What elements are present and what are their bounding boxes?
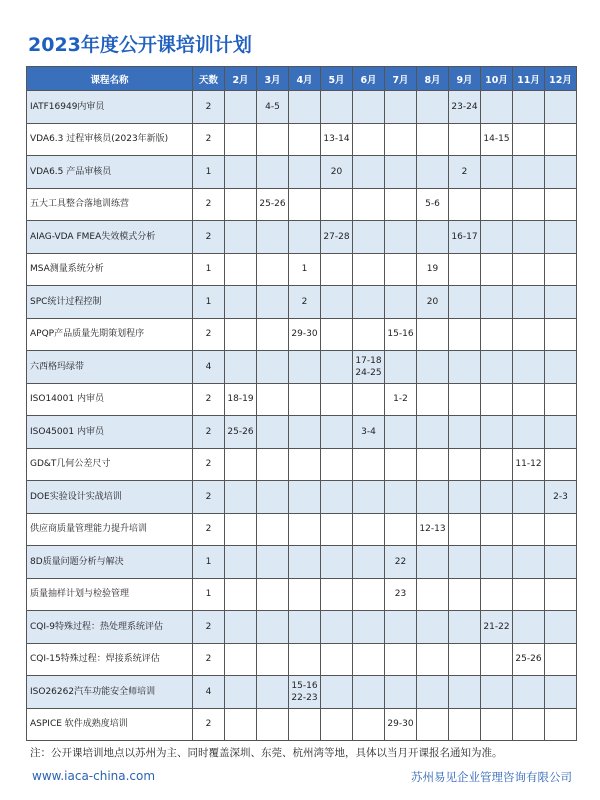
table-row: [27, 188, 577, 221]
date-cell: [545, 91, 577, 124]
date-cell: 1-2: [385, 383, 417, 416]
date-cell: [289, 221, 321, 254]
date-cell: [513, 156, 545, 189]
date-cell: [353, 156, 385, 189]
date-cell: [257, 221, 289, 254]
date-cell: [545, 708, 577, 741]
days-cell: 2: [193, 91, 225, 124]
date-cell: [385, 221, 417, 254]
date-cell: 27-28: [321, 221, 353, 254]
date-cell: [353, 708, 385, 741]
course-name-cell: GD&T几何公差尺寸: [27, 448, 193, 481]
date-cell: [321, 708, 353, 741]
date-cell: [353, 123, 385, 156]
date-cell: [321, 448, 353, 481]
table-row: [27, 546, 577, 579]
date-cell: [321, 91, 353, 124]
table-row: [27, 351, 577, 384]
table-row: [27, 416, 577, 449]
table-row: [27, 578, 577, 611]
date-cell: [257, 318, 289, 351]
date-cell: [225, 611, 257, 644]
date-cell: 2: [449, 156, 481, 189]
date-cell: [385, 643, 417, 676]
column-header-month: 9月: [449, 67, 481, 91]
date-cell: [225, 188, 257, 221]
date-cell: [481, 383, 513, 416]
date-cell: [449, 318, 481, 351]
course-name-cell: MSA测量系统分析: [27, 253, 193, 286]
course-name-cell: CQI-15特殊过程：焊接系统评估: [27, 643, 193, 676]
date-cell: 3-4: [353, 416, 385, 449]
column-header-month: 5月: [321, 67, 353, 91]
date-cell: [257, 611, 289, 644]
date-cell: [289, 643, 321, 676]
date-cell: [385, 286, 417, 319]
course-name-cell: 供应商质量管理能力提升培训: [27, 513, 193, 546]
date-cell: [385, 123, 417, 156]
date-cell: [225, 448, 257, 481]
column-header-month: 4月: [289, 67, 321, 91]
days-cell: 2: [193, 448, 225, 481]
date-cell: [545, 221, 577, 254]
date-cell: [449, 578, 481, 611]
course-name-cell: ISO45001 内审员: [27, 416, 193, 449]
date-cell: [225, 123, 257, 156]
date-cell: [545, 578, 577, 611]
table-row: [27, 221, 577, 254]
course-name-cell: 质量抽样计划与检验管理: [27, 578, 193, 611]
table-row: [27, 676, 577, 709]
date-cell: [545, 253, 577, 286]
course-name-cell: ISO14001 内审员: [27, 383, 193, 416]
days-cell: 2: [193, 416, 225, 449]
date-cell: [417, 383, 449, 416]
date-cell: [289, 383, 321, 416]
days-cell: 2: [193, 188, 225, 221]
date-cell: [225, 546, 257, 579]
date-cell: [289, 611, 321, 644]
date-cell: [353, 643, 385, 676]
date-cell: [449, 123, 481, 156]
date-cell: [481, 188, 513, 221]
date-cell: [225, 676, 257, 709]
days-cell: 1: [193, 546, 225, 579]
date-cell: [257, 676, 289, 709]
date-cell: [513, 676, 545, 709]
date-cell: [289, 351, 321, 384]
column-header-month: 6月: [353, 67, 385, 91]
date-cell: [385, 351, 417, 384]
date-cell: [417, 91, 449, 124]
column-header-course: 课程名称: [27, 67, 193, 91]
days-cell: 1: [193, 578, 225, 611]
date-cell: [513, 91, 545, 124]
date-cell: [385, 513, 417, 546]
date-cell: [353, 318, 385, 351]
date-cell: [257, 286, 289, 319]
date-cell: [449, 708, 481, 741]
table-row: [27, 481, 577, 514]
date-cell: [385, 611, 417, 644]
website-link[interactable]: www.iaca-china.com: [32, 769, 156, 783]
date-cell: [321, 481, 353, 514]
date-cell: [481, 448, 513, 481]
date-cell: [417, 676, 449, 709]
date-cell: 5-6: [417, 188, 449, 221]
date-cell: 18-19: [225, 383, 257, 416]
date-cell: 29-30: [289, 318, 321, 351]
date-cell: 11-12: [513, 448, 545, 481]
date-cell: [257, 123, 289, 156]
date-cell: [545, 351, 577, 384]
date-cell: [417, 448, 449, 481]
date-cell: [225, 351, 257, 384]
column-header-month: 11月: [513, 67, 545, 91]
date-cell: [449, 643, 481, 676]
date-cell: [545, 546, 577, 579]
date-cell: [353, 578, 385, 611]
date-cell: [417, 708, 449, 741]
date-cell: 16-17: [449, 221, 481, 254]
page-title: 2023年度公开课培训计划: [28, 34, 252, 56]
table-row: [27, 91, 577, 124]
date-cell: [257, 383, 289, 416]
date-cell: [481, 513, 513, 546]
date-cell: 1: [289, 253, 321, 286]
course-name-cell: AIAG-VDA FMEA失效模式分析: [27, 221, 193, 254]
date-cell: [513, 481, 545, 514]
date-cell: 2-3: [545, 481, 577, 514]
date-cell: 21-22: [481, 611, 513, 644]
date-cell: 25-26: [257, 188, 289, 221]
course-name-cell: 六西格玛绿带: [27, 351, 193, 384]
date-cell: [513, 123, 545, 156]
course-name-cell: CQI-9特殊过程：热处理系统评估: [27, 611, 193, 644]
date-cell: [545, 286, 577, 319]
date-cell: [385, 188, 417, 221]
date-cell: [321, 253, 353, 286]
date-cell: 12-13: [417, 513, 449, 546]
date-cell: [225, 156, 257, 189]
date-cell: [289, 416, 321, 449]
date-cell: [353, 383, 385, 416]
date-cell: [481, 91, 513, 124]
date-cell: [289, 578, 321, 611]
training-schedule-table: [26, 66, 577, 741]
date-cell: [385, 416, 417, 449]
date-cell: [289, 546, 321, 579]
date-cell: [321, 286, 353, 319]
days-cell: 2: [193, 643, 225, 676]
date-cell: [481, 221, 513, 254]
date-cell: [545, 416, 577, 449]
course-name-cell: SPC统计过程控制: [27, 286, 193, 319]
date-cell: [481, 286, 513, 319]
date-cell: [513, 578, 545, 611]
column-header-month: 8月: [417, 67, 449, 91]
column-header-month: 10月: [481, 67, 513, 91]
date-cell: [257, 546, 289, 579]
date-cell: [257, 708, 289, 741]
date-cell: [417, 156, 449, 189]
date-cell: [289, 188, 321, 221]
date-cell: 23: [385, 578, 417, 611]
days-cell: 1: [193, 286, 225, 319]
date-cell: [225, 221, 257, 254]
date-cell: [417, 123, 449, 156]
date-cell: 19: [417, 253, 449, 286]
date-cell: [289, 156, 321, 189]
date-cell: [257, 578, 289, 611]
table-row: [27, 513, 577, 546]
course-name-cell: ASPICE 软件成熟度培训: [27, 708, 193, 741]
days-cell: 1: [193, 156, 225, 189]
date-cell: 20: [321, 156, 353, 189]
date-cell: [545, 643, 577, 676]
date-cell: [353, 286, 385, 319]
date-cell: [513, 286, 545, 319]
date-cell: [449, 513, 481, 546]
column-header-month: 12月: [545, 67, 577, 91]
date-cell: [257, 253, 289, 286]
date-cell: [225, 481, 257, 514]
date-cell: 17-18 24-25: [353, 351, 385, 384]
date-cell: 25-26: [225, 416, 257, 449]
date-cell: [321, 676, 353, 709]
date-cell: 15-16 22-23: [289, 676, 321, 709]
date-cell: [225, 318, 257, 351]
date-cell: [321, 513, 353, 546]
date-cell: [321, 643, 353, 676]
date-cell: [321, 351, 353, 384]
date-cell: [513, 416, 545, 449]
date-cell: [321, 318, 353, 351]
table-row: [27, 708, 577, 741]
date-cell: [513, 221, 545, 254]
date-cell: [513, 253, 545, 286]
date-cell: [225, 578, 257, 611]
table-row: [27, 286, 577, 319]
date-cell: [417, 351, 449, 384]
date-cell: [321, 546, 353, 579]
date-cell: [225, 708, 257, 741]
date-cell: [513, 611, 545, 644]
date-cell: [321, 188, 353, 221]
date-cell: [545, 383, 577, 416]
date-cell: [545, 513, 577, 546]
date-cell: [513, 546, 545, 579]
course-name-cell: IATF16949内审员: [27, 91, 193, 124]
date-cell: [385, 253, 417, 286]
date-cell: [353, 546, 385, 579]
company-name: 苏州易见企业管理咨询有限公司: [411, 770, 572, 784]
date-cell: [353, 481, 385, 514]
table-row: [27, 318, 577, 351]
date-cell: [481, 546, 513, 579]
days-cell: 2: [193, 123, 225, 156]
date-cell: 4-5: [257, 91, 289, 124]
date-cell: [289, 91, 321, 124]
date-cell: [385, 676, 417, 709]
table-row: [27, 448, 577, 481]
date-cell: [353, 448, 385, 481]
date-cell: [481, 253, 513, 286]
date-cell: [449, 286, 481, 319]
date-cell: [353, 253, 385, 286]
date-cell: 25-26: [513, 643, 545, 676]
date-cell: [385, 91, 417, 124]
date-cell: [417, 546, 449, 579]
date-cell: [449, 676, 481, 709]
days-cell: 2: [193, 708, 225, 741]
days-cell: 2: [193, 481, 225, 514]
date-cell: [289, 448, 321, 481]
table-row: [27, 383, 577, 416]
date-cell: [417, 318, 449, 351]
course-name-cell: VDA6.3 过程审核员(2023年新版): [27, 123, 193, 156]
table-row: [27, 643, 577, 676]
date-cell: [321, 611, 353, 644]
course-name-cell: VDA6.5 产品审核员: [27, 156, 193, 189]
date-cell: [449, 448, 481, 481]
course-name-cell: DOE实验设计实战培训: [27, 481, 193, 514]
days-cell: 2: [193, 318, 225, 351]
date-cell: [481, 416, 513, 449]
course-name-cell: ISO26262汽车功能安全师培训: [27, 676, 193, 709]
date-cell: 15-16: [385, 318, 417, 351]
date-cell: [353, 221, 385, 254]
column-header-month: 7月: [385, 67, 417, 91]
date-cell: [257, 513, 289, 546]
date-cell: [481, 578, 513, 611]
column-header-month: 2月: [225, 67, 257, 91]
column-header-month: 3月: [257, 67, 289, 91]
table-row: [27, 156, 577, 189]
date-cell: [545, 611, 577, 644]
date-cell: [417, 578, 449, 611]
date-cell: 13-14: [321, 123, 353, 156]
date-cell: [353, 513, 385, 546]
date-cell: [321, 416, 353, 449]
days-cell: 4: [193, 676, 225, 709]
date-cell: [225, 91, 257, 124]
date-cell: [417, 221, 449, 254]
date-cell: [513, 351, 545, 384]
date-cell: [481, 481, 513, 514]
days-cell: 2: [193, 611, 225, 644]
date-cell: [449, 383, 481, 416]
date-cell: [513, 708, 545, 741]
date-cell: [481, 318, 513, 351]
date-cell: [513, 188, 545, 221]
date-cell: [545, 676, 577, 709]
date-cell: 29-30: [385, 708, 417, 741]
date-cell: [513, 383, 545, 416]
date-cell: [225, 643, 257, 676]
days-cell: 2: [193, 221, 225, 254]
course-name-cell: 五大工具整合落地训练营: [27, 188, 193, 221]
date-cell: [257, 351, 289, 384]
date-cell: [481, 643, 513, 676]
date-cell: [481, 676, 513, 709]
days-cell: 2: [193, 383, 225, 416]
date-cell: [449, 253, 481, 286]
date-cell: [257, 481, 289, 514]
date-cell: 14-15: [481, 123, 513, 156]
date-cell: [289, 513, 321, 546]
days-cell: 2: [193, 513, 225, 546]
date-cell: [417, 643, 449, 676]
date-cell: [257, 416, 289, 449]
date-cell: [385, 481, 417, 514]
date-cell: [257, 448, 289, 481]
course-name-cell: 8D质量问题分析与解决: [27, 546, 193, 579]
course-name-cell: APQP产品质量先期策划程序: [27, 318, 193, 351]
table-row: [27, 611, 577, 644]
date-cell: [353, 676, 385, 709]
date-cell: [321, 578, 353, 611]
date-cell: [225, 286, 257, 319]
date-cell: [449, 611, 481, 644]
table-row: [27, 253, 577, 286]
date-cell: 23-24: [449, 91, 481, 124]
date-cell: [545, 156, 577, 189]
date-cell: [353, 188, 385, 221]
date-cell: [289, 123, 321, 156]
date-cell: [481, 351, 513, 384]
date-cell: [321, 383, 353, 416]
date-cell: [545, 318, 577, 351]
date-cell: [449, 351, 481, 384]
date-cell: [545, 448, 577, 481]
footnote: 注：公开课培训地点以苏州为主、同时覆盖深圳、东莞、杭州湾等地，具体以当月开课报名通知为准。: [30, 747, 503, 759]
date-cell: [449, 546, 481, 579]
date-cell: [289, 708, 321, 741]
date-cell: [449, 416, 481, 449]
date-cell: [481, 708, 513, 741]
date-cell: [257, 156, 289, 189]
date-cell: 20: [417, 286, 449, 319]
table-header-row: [27, 67, 577, 91]
date-cell: [289, 481, 321, 514]
date-cell: [417, 611, 449, 644]
date-cell: [225, 253, 257, 286]
date-cell: [353, 611, 385, 644]
date-cell: [545, 188, 577, 221]
date-cell: [545, 123, 577, 156]
column-header-days: 天数: [193, 67, 225, 91]
date-cell: [513, 318, 545, 351]
date-cell: 2: [289, 286, 321, 319]
date-cell: [417, 416, 449, 449]
date-cell: [385, 448, 417, 481]
days-cell: 1: [193, 253, 225, 286]
date-cell: [257, 643, 289, 676]
date-cell: [449, 481, 481, 514]
date-cell: [353, 91, 385, 124]
date-cell: 22: [385, 546, 417, 579]
date-cell: [481, 156, 513, 189]
date-cell: [417, 481, 449, 514]
date-cell: [225, 513, 257, 546]
table-row: [27, 123, 577, 156]
date-cell: [385, 156, 417, 189]
days-cell: 4: [193, 351, 225, 384]
date-cell: [513, 513, 545, 546]
date-cell: [449, 188, 481, 221]
